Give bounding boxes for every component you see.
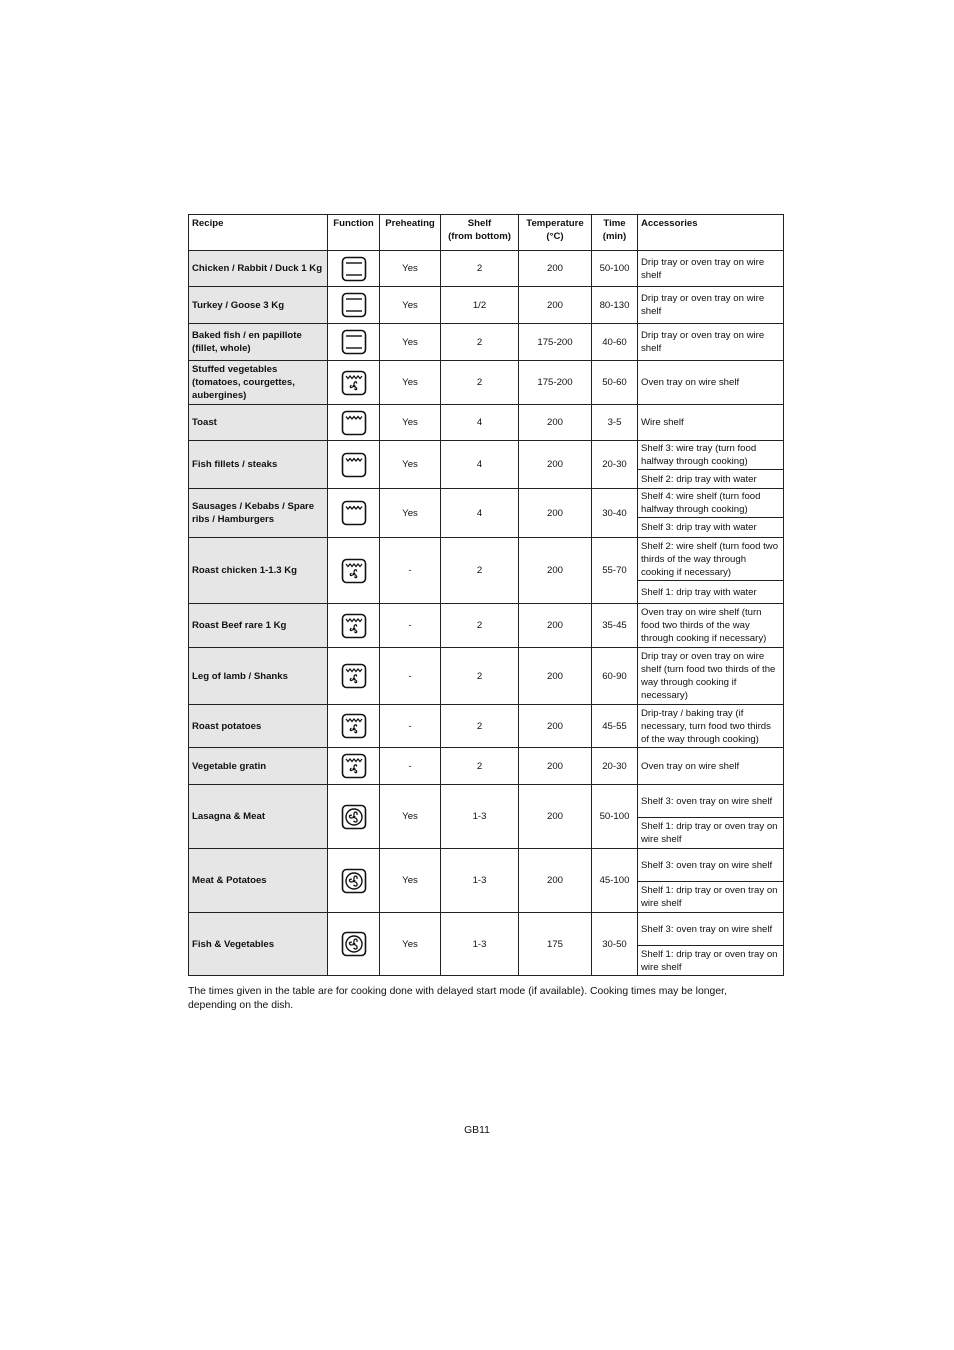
temperature-cell: 200: [519, 441, 592, 489]
table-row: [189, 251, 784, 287]
accessories-cell: Oven tray on wire shelf (turn food two thirds of the way through cooking if necessary): [638, 604, 784, 648]
time-cell: 60-90: [592, 648, 638, 705]
turbo-grill-icon: [341, 370, 367, 396]
recipe-cell: Turkey / Goose 3 Kg: [189, 287, 328, 324]
accessories-cell: Shelf 4: wire shelf (turn food halfway through cooking): [638, 489, 784, 518]
time-cell: 20-30: [592, 441, 638, 489]
recipe-cell: Lasagna & Meat: [189, 785, 328, 849]
table-row: [189, 604, 784, 648]
accessories-cell: Oven tray on wire shelf: [638, 361, 784, 405]
page-number: GB11: [464, 1125, 490, 1136]
header-time: [592, 215, 638, 251]
temperature-cell: 200: [519, 405, 592, 441]
recipe-cell: Fish & Vegetables: [189, 913, 328, 976]
footnote: The times given in the table are for cooking done with delayed start mode (if available). Cooking times may be longer, depending on the dish.: [188, 986, 727, 1011]
grill-icon: [341, 500, 367, 526]
time-cell: 3-5: [592, 405, 638, 441]
temperature-cell: 175-200: [519, 324, 592, 361]
accessories-cell: Shelf 3: oven tray on wire shelf: [638, 849, 784, 882]
table-row: [189, 361, 784, 405]
conventional-oven-icon: [341, 292, 367, 318]
preheating-cell: -: [380, 705, 441, 748]
temperature-cell: 200: [519, 785, 592, 849]
temperature-cell: 200: [519, 604, 592, 648]
shelf-cell: 2: [441, 324, 519, 361]
temperature-cell: 200: [519, 705, 592, 748]
table-row: [189, 913, 784, 946]
shelf-cell: 2: [441, 748, 519, 785]
accessories-cell: Wire shelf: [638, 405, 784, 441]
turbo-grill-icon: [341, 713, 367, 739]
preheating-cell: Yes: [380, 849, 441, 913]
preheating-cell: Yes: [380, 489, 441, 538]
function-cell: [328, 441, 380, 489]
accessories-cell: Drip tray or oven tray on wire shelf: [638, 287, 784, 324]
header-temperature-label: Temperature: [526, 218, 584, 229]
accessories-cell: Drip tray or oven tray on wire shelf (turn food two thirds of the way through cooking if necessary): [638, 648, 784, 705]
function-cell: [328, 538, 380, 604]
accessories-cell: Shelf 3: drip tray with water: [638, 518, 784, 538]
time-cell: 45-55: [592, 705, 638, 748]
temperature-cell: 200: [519, 538, 592, 604]
conventional-oven-icon: [341, 329, 367, 355]
header-shelf-sub: (from bottom): [448, 231, 511, 242]
function-cell: [328, 849, 380, 913]
accessories-cell: Shelf 2: drip tray with water: [638, 470, 784, 489]
accessories-cell: Shelf 3: wire tray (turn food halfway through cooking): [638, 441, 784, 470]
function-cell: [328, 648, 380, 705]
table-row: [189, 287, 784, 324]
multilevel-fan-icon: [341, 804, 367, 830]
shelf-cell: 2: [441, 648, 519, 705]
table-row: [189, 648, 784, 705]
function-cell: [328, 748, 380, 785]
preheating-cell: Yes: [380, 324, 441, 361]
accessories-cell: Shelf 1: drip tray or oven tray on wire shelf: [638, 946, 784, 976]
multilevel-fan-icon: [341, 931, 367, 957]
turbo-grill-icon: [341, 558, 367, 584]
shelf-cell: 1-3: [441, 785, 519, 849]
function-cell: [328, 913, 380, 976]
table-row: [189, 489, 784, 518]
accessories-cell: Shelf 3: oven tray on wire shelf: [638, 913, 784, 946]
preheating-cell: Yes: [380, 441, 441, 489]
recipe-cell: Roast chicken 1-1.3 Kg: [189, 538, 328, 604]
shelf-cell: 2: [441, 604, 519, 648]
function-cell: [328, 251, 380, 287]
preheating-cell: -: [380, 604, 441, 648]
turbo-grill-icon: [341, 663, 367, 689]
function-cell: [328, 324, 380, 361]
preheating-cell: -: [380, 538, 441, 604]
function-cell: [328, 361, 380, 405]
table-row: [189, 538, 784, 581]
time-cell: 45-100: [592, 849, 638, 913]
preheating-cell: Yes: [380, 405, 441, 441]
preheating-cell: -: [380, 748, 441, 785]
shelf-cell: 2: [441, 251, 519, 287]
grill-icon: [341, 452, 367, 478]
function-cell: [328, 405, 380, 441]
accessories-cell: Oven tray on wire shelf: [638, 748, 784, 785]
table-row: [189, 324, 784, 361]
time-cell: 50-60: [592, 361, 638, 405]
preheating-cell: -: [380, 648, 441, 705]
recipe-cell: Leg of lamb / Shanks: [189, 648, 328, 705]
accessories-cell: Drip-tray / baking tray (if necessary, turn food two thirds of the way through cooking): [638, 705, 784, 748]
accessories-cell: Shelf 1: drip tray with water: [638, 581, 784, 604]
time-cell: 80-130: [592, 287, 638, 324]
recipe-cell: Toast: [189, 405, 328, 441]
header-temperature: [519, 215, 592, 251]
table-row: [189, 405, 784, 441]
recipe-cell: Roast Beef rare 1 Kg: [189, 604, 328, 648]
temperature-cell: 200: [519, 748, 592, 785]
recipe-cell: Meat & Potatoes: [189, 849, 328, 913]
time-cell: 50-100: [592, 251, 638, 287]
temperature-cell: 175: [519, 913, 592, 976]
grill-icon: [341, 410, 367, 436]
recipe-cell: Stuffed vegetables (tomatoes, courgettes, aubergines): [189, 361, 328, 405]
shelf-cell: 2: [441, 538, 519, 604]
time-cell: 35-45: [592, 604, 638, 648]
shelf-cell: 1/2: [441, 287, 519, 324]
function-cell: [328, 604, 380, 648]
temperature-cell: 200: [519, 251, 592, 287]
header-shelf-label: Shelf: [467, 218, 492, 229]
accessories-cell: Shelf 3: oven tray on wire shelf: [638, 785, 784, 818]
recipe-cell: Vegetable gratin: [189, 748, 328, 785]
recipe-cell: Baked fish / en papillote (fillet, whole): [189, 324, 328, 361]
conventional-oven-icon: [341, 256, 367, 282]
turbo-grill-icon: [341, 753, 367, 779]
header-time-sub: (min): [602, 231, 627, 242]
header-time-label: Time: [603, 218, 626, 229]
table-row: [189, 849, 784, 882]
shelf-cell: 4: [441, 405, 519, 441]
header-accessories: Accessories: [638, 215, 784, 251]
cooking-table: [188, 214, 784, 976]
table-row: [189, 705, 784, 748]
temperature-cell: 175-200: [519, 361, 592, 405]
shelf-cell: 4: [441, 441, 519, 489]
preheating-cell: Yes: [380, 913, 441, 976]
recipe-cell: Chicken / Rabbit / Duck 1 Kg: [189, 251, 328, 287]
temperature-cell: 200: [519, 489, 592, 538]
temperature-cell: 200: [519, 849, 592, 913]
temperature-cell: 200: [519, 287, 592, 324]
shelf-cell: 4: [441, 489, 519, 538]
multilevel-fan-icon: [341, 868, 367, 894]
table-row: [189, 441, 784, 470]
header-shelf: [441, 215, 519, 251]
preheating-cell: Yes: [380, 785, 441, 849]
accessories-cell: Drip tray or oven tray on wire shelf: [638, 324, 784, 361]
shelf-cell: 1-3: [441, 849, 519, 913]
time-cell: 30-50: [592, 913, 638, 976]
header-temperature-sub: (°C): [546, 231, 564, 242]
preheating-cell: Yes: [380, 287, 441, 324]
function-cell: [328, 287, 380, 324]
accessories-cell: Shelf 2: wire shelf (turn food two thirds of the way through cooking if necessary): [638, 538, 784, 581]
recipe-cell: Fish fillets / steaks: [189, 441, 328, 489]
shelf-cell: 1-3: [441, 913, 519, 976]
header-preheating: Preheating: [380, 215, 441, 251]
preheating-cell: Yes: [380, 361, 441, 405]
function-cell: [328, 785, 380, 849]
function-cell: [328, 489, 380, 538]
time-cell: 50-100: [592, 785, 638, 849]
shelf-cell: 2: [441, 361, 519, 405]
accessories-cell: Shelf 1: drip tray or oven tray on wire shelf: [638, 818, 784, 849]
header-function: Function: [328, 215, 380, 251]
table-row: [189, 748, 784, 785]
time-cell: 40-60: [592, 324, 638, 361]
table-header-row: [189, 215, 784, 251]
accessories-cell: Drip tray or oven tray on wire shelf: [638, 251, 784, 287]
accessories-cell: Shelf 1: drip tray or oven tray on wire shelf: [638, 882, 784, 913]
recipe-cell: Roast potatoes: [189, 705, 328, 748]
function-cell: [328, 705, 380, 748]
temperature-cell: 200: [519, 648, 592, 705]
time-cell: 55-70: [592, 538, 638, 604]
turbo-grill-icon: [341, 613, 367, 639]
time-cell: 20-30: [592, 748, 638, 785]
time-cell: 30-40: [592, 489, 638, 538]
shelf-cell: 2: [441, 705, 519, 748]
table-row: [189, 785, 784, 818]
recipe-cell: Sausages / Kebabs / Spare ribs / Hamburgers: [189, 489, 328, 538]
header-recipe: Recipe: [189, 215, 328, 251]
preheating-cell: Yes: [380, 251, 441, 287]
